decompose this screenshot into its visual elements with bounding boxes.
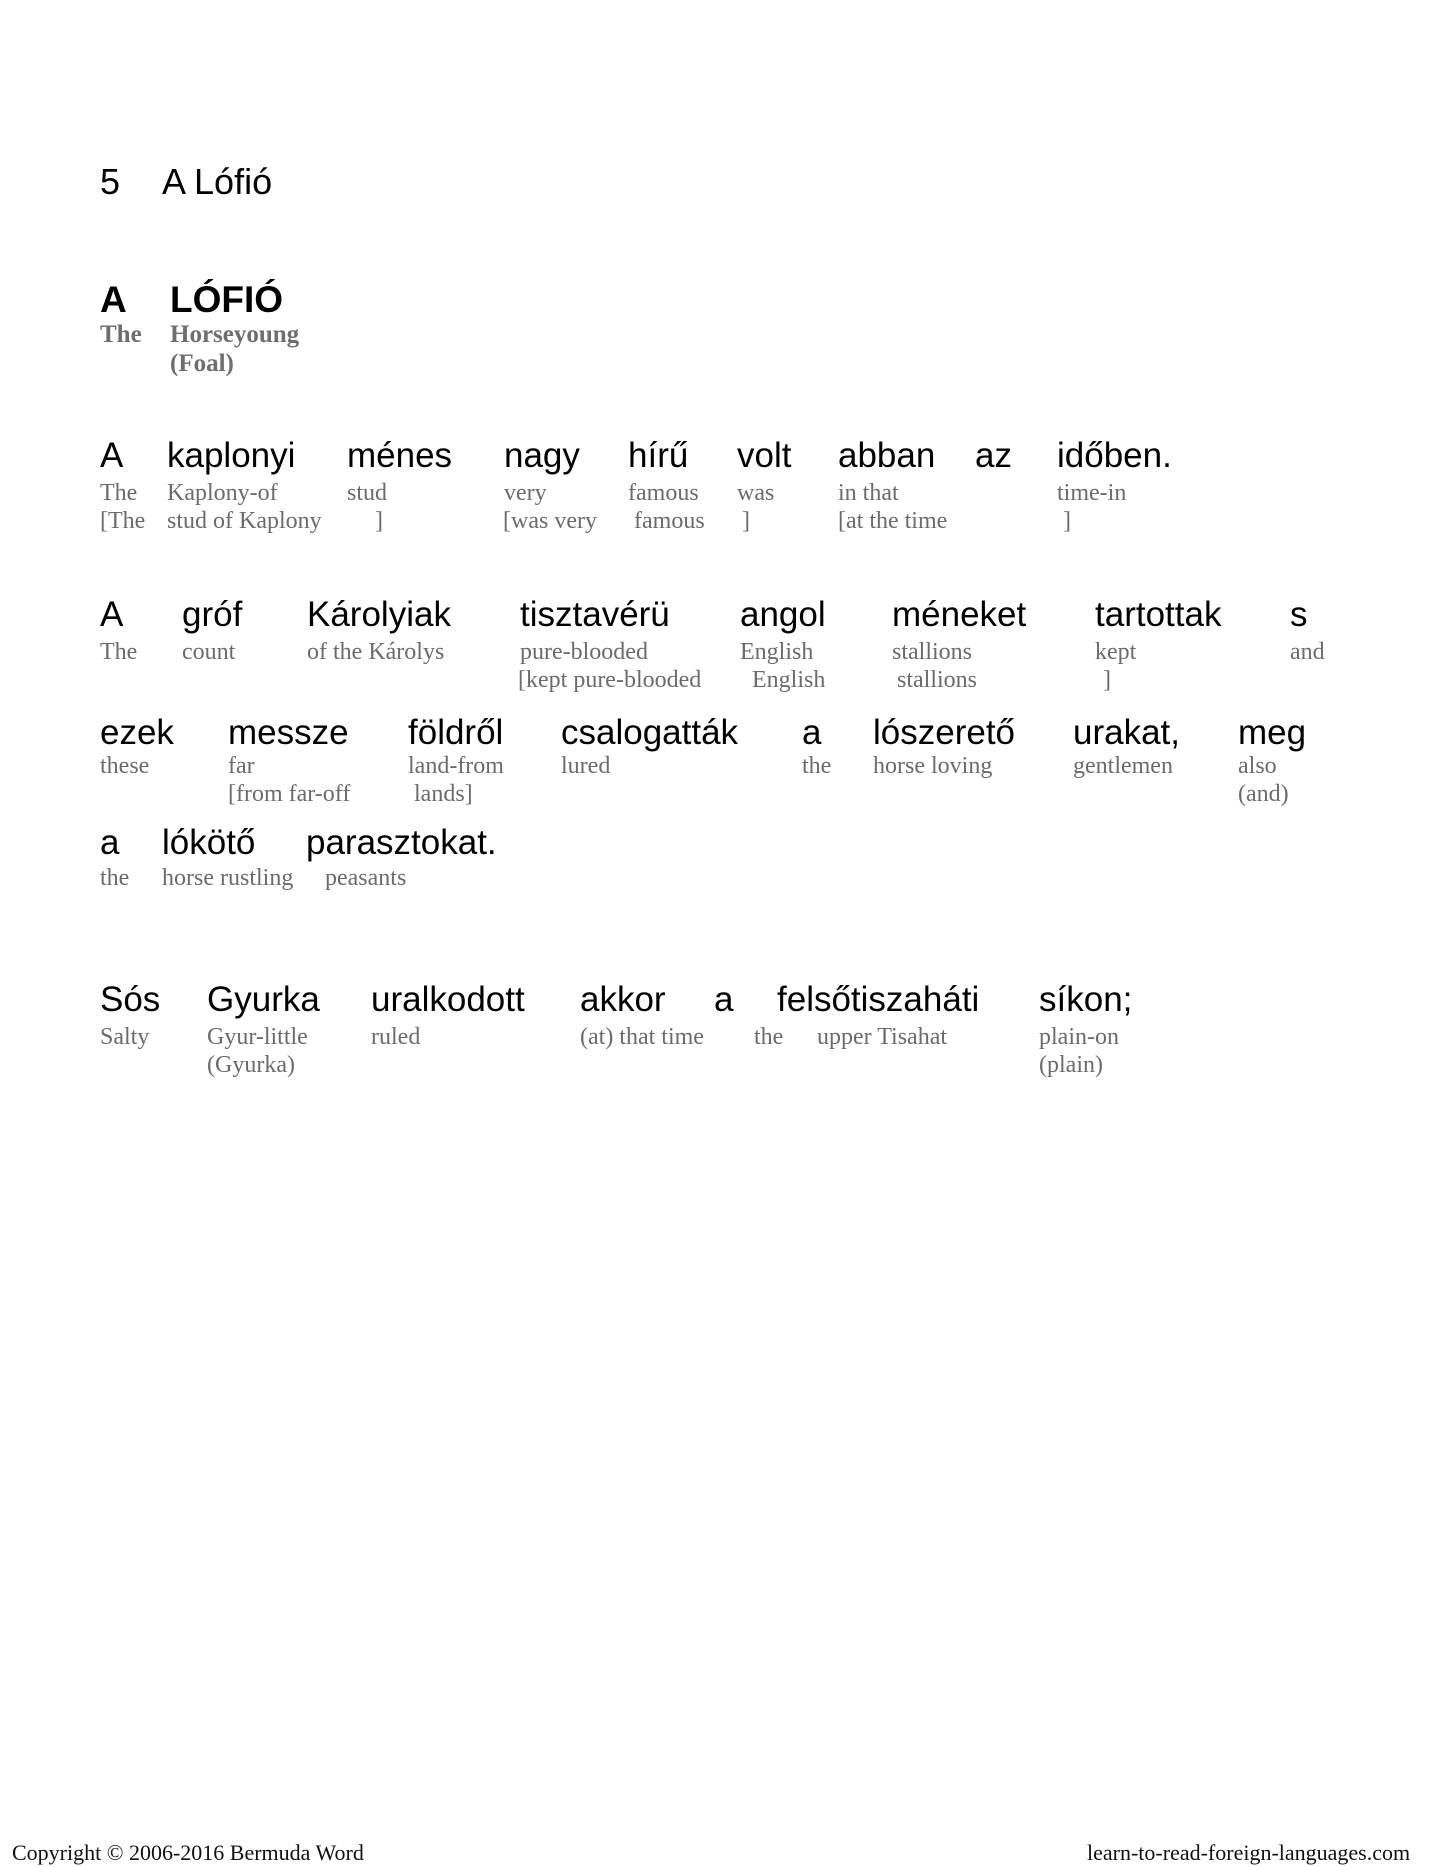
heading-gloss-alt: (Foal) bbox=[170, 350, 234, 377]
gloss-phrase: (plain) bbox=[1039, 1052, 1103, 1078]
gloss-word: also bbox=[1238, 753, 1277, 779]
gloss-phrase: (Gyurka) bbox=[207, 1052, 295, 1078]
gloss-word: gentlemen bbox=[1073, 753, 1173, 779]
gloss-word: these bbox=[100, 753, 150, 779]
gloss-phrase: famous bbox=[634, 508, 705, 534]
gloss-phrase: (and) bbox=[1238, 781, 1289, 807]
hungarian-word: lókötő bbox=[162, 823, 256, 862]
gloss-word: ruled bbox=[371, 1024, 421, 1050]
hungarian-word: gróf bbox=[182, 595, 243, 634]
gloss-word: The bbox=[100, 480, 138, 506]
hungarian-word: nagy bbox=[504, 436, 580, 475]
hungarian-word: a bbox=[100, 823, 120, 862]
gloss-word: The bbox=[100, 639, 138, 665]
gloss-word: time-in bbox=[1057, 480, 1127, 506]
gloss-word: (at) that time bbox=[580, 1024, 704, 1050]
hungarian-word: tartottak bbox=[1095, 595, 1222, 634]
chapter-number: 5 bbox=[100, 161, 121, 202]
gloss-phrase: ] bbox=[375, 508, 383, 534]
hungarian-word: kaplonyi bbox=[167, 436, 296, 475]
gloss-word: lured bbox=[561, 753, 611, 779]
heading-word: A bbox=[100, 279, 127, 320]
hungarian-word: A bbox=[100, 595, 124, 634]
gloss-word: Salty bbox=[100, 1024, 150, 1050]
gloss-phrase: English bbox=[752, 667, 826, 693]
hungarian-word: időben. bbox=[1057, 436, 1172, 475]
gloss-word: Kaplony-of bbox=[167, 480, 278, 506]
gloss-word: land-from bbox=[408, 753, 504, 779]
hungarian-word: a bbox=[714, 980, 734, 1019]
hungarian-word: a bbox=[802, 713, 822, 752]
gloss-word: was bbox=[737, 480, 775, 506]
hungarian-word: az bbox=[975, 436, 1012, 475]
hungarian-word: ezek bbox=[100, 713, 174, 752]
hungarian-word: urakat, bbox=[1073, 713, 1180, 752]
chapter-title: A Lófió bbox=[162, 161, 273, 202]
gloss-word: very bbox=[504, 480, 547, 506]
gloss-phrase: ] bbox=[1063, 508, 1071, 534]
gloss-word: English bbox=[740, 639, 814, 665]
hungarian-word: méneket bbox=[892, 595, 1027, 634]
gloss-phrase: [The bbox=[100, 508, 146, 534]
gloss-phrase: [kept pure-blooded bbox=[518, 667, 702, 693]
gloss-word: horse loving bbox=[873, 753, 993, 779]
gloss-word: far bbox=[228, 753, 255, 779]
hungarian-word: abban bbox=[838, 436, 936, 475]
heading-gloss: The bbox=[100, 321, 142, 348]
hungarian-word: síkon; bbox=[1039, 980, 1133, 1019]
hungarian-word: angol bbox=[740, 595, 826, 634]
gloss-word: of the Károlys bbox=[307, 639, 445, 665]
gloss-word: Gyur-little bbox=[207, 1024, 308, 1050]
hungarian-word: s bbox=[1290, 595, 1308, 634]
copyright-text: Copyright © 2006-2016 Bermuda Word bbox=[12, 1840, 364, 1865]
gloss-phrase: ] bbox=[742, 508, 750, 534]
hungarian-word: hírű bbox=[628, 436, 689, 475]
gloss-word: plain-on bbox=[1039, 1024, 1119, 1050]
gloss-word: kept bbox=[1095, 639, 1137, 665]
gloss-word: pure-blooded bbox=[520, 639, 648, 665]
gloss-word: stud bbox=[347, 480, 388, 506]
gloss-word: and bbox=[1290, 639, 1325, 665]
gloss-phrase: [was very bbox=[503, 508, 597, 534]
hungarian-word: felsőtiszaháti bbox=[777, 980, 980, 1019]
gloss-word: count bbox=[182, 639, 236, 665]
gloss-word: famous bbox=[628, 480, 699, 506]
gloss-word: horse rustling bbox=[162, 865, 294, 891]
hungarian-word: ménes bbox=[347, 436, 453, 475]
hungarian-word: parasztokat. bbox=[306, 823, 497, 862]
hungarian-word: akkor bbox=[580, 980, 666, 1019]
gloss-phrase: [from far-off bbox=[228, 781, 351, 807]
hungarian-word: földről bbox=[408, 713, 504, 752]
gloss-phrase: ] bbox=[1103, 667, 1111, 693]
gloss-phrase: lands] bbox=[414, 781, 473, 807]
hungarian-word: meg bbox=[1238, 713, 1307, 752]
hungarian-word: csalogatták bbox=[561, 713, 739, 752]
heading-word: LÓFIÓ bbox=[170, 279, 284, 320]
gloss-phrase: stallions bbox=[897, 667, 978, 693]
heading-gloss: Horseyoung bbox=[170, 321, 300, 348]
gloss-word: the bbox=[100, 865, 130, 891]
hungarian-word: tisztavérü bbox=[520, 595, 670, 634]
gloss-phrase: [at the time bbox=[838, 508, 948, 534]
gloss-word: peasants bbox=[325, 865, 407, 891]
gloss-word: in that bbox=[838, 480, 899, 506]
hungarian-word: Károlyiak bbox=[307, 595, 451, 634]
gloss-word: stallions bbox=[892, 639, 973, 665]
hungarian-word: Sós bbox=[100, 980, 161, 1019]
hungarian-word: messze bbox=[228, 713, 349, 752]
hungarian-word: A bbox=[100, 436, 124, 475]
hungarian-word: uralkodott bbox=[371, 980, 525, 1019]
gloss-phrase: stud of Kaplony bbox=[167, 508, 322, 534]
gloss-word: the bbox=[802, 753, 832, 779]
gloss-word: the bbox=[754, 1024, 784, 1050]
hungarian-word: lószerető bbox=[873, 713, 1016, 752]
site-link[interactable]: learn-to-read-foreign-languages.com bbox=[1087, 1840, 1411, 1865]
hungarian-word: Gyurka bbox=[207, 980, 320, 1019]
hungarian-word: volt bbox=[737, 436, 792, 475]
gloss-word: upper Tisahat bbox=[817, 1024, 948, 1050]
